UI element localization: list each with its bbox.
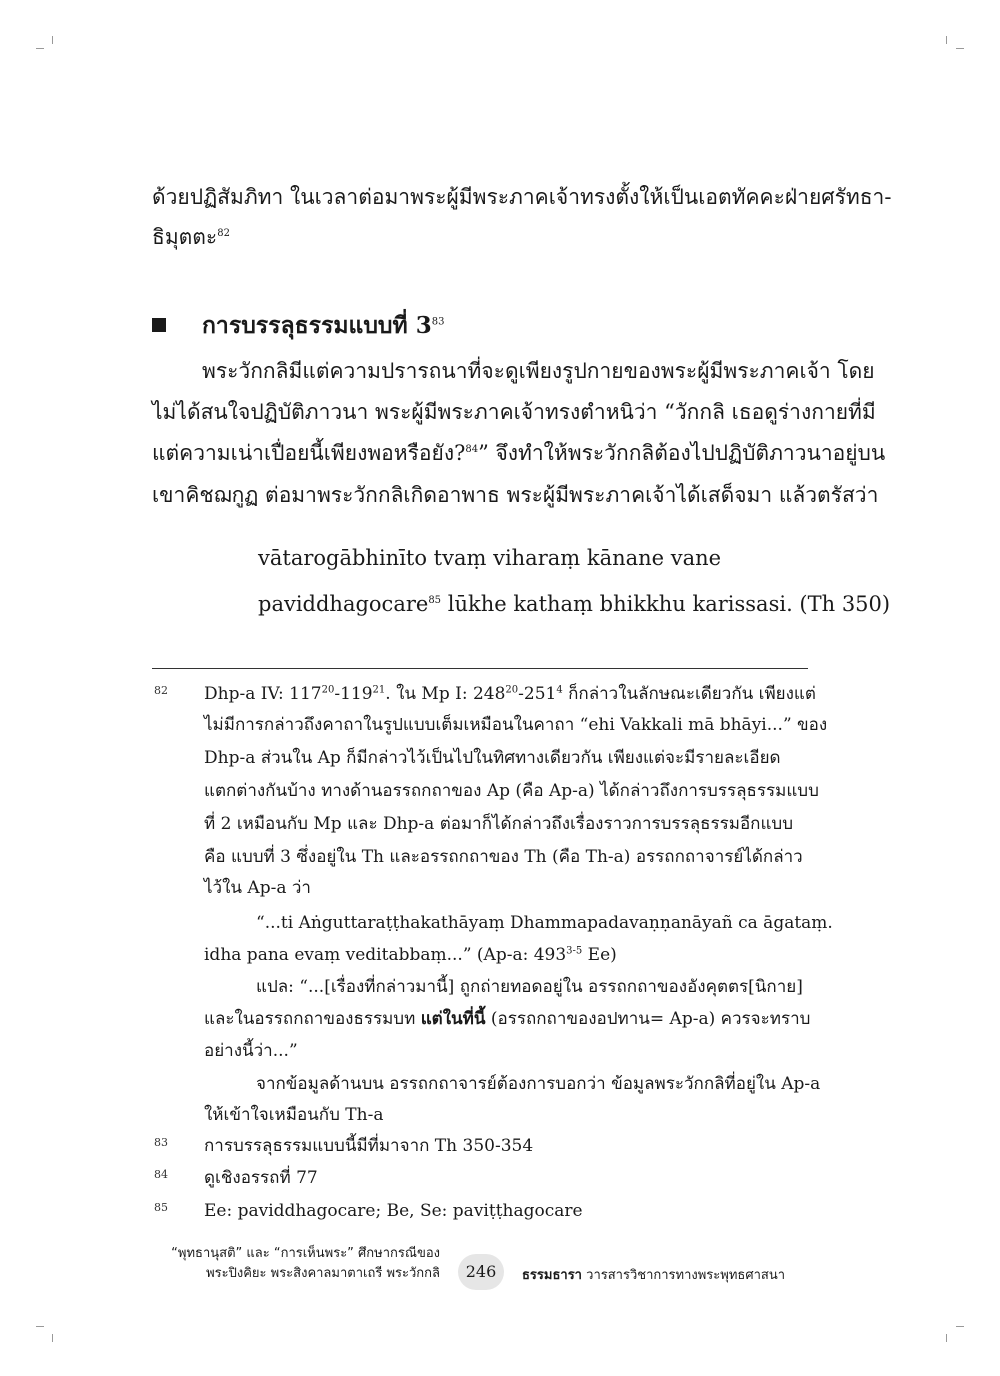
body-line (152, 222, 230, 252)
footnote-quote (204, 942, 617, 968)
footnote-number: 83 (154, 1136, 168, 1149)
footnote-line: จากข้อมูลด้านบน อรรถกถาจารย์ต้องการบอกว่า ข้อมูลพระวักกลิที่อยู่ใน Ap-a (256, 1074, 821, 1094)
footnote-line: ไม่มีการกล่าวถึงคาถาในรูปแบบเต็มเหมือนในคาถา “ehi Vakkali mā bhāyi...” ของ (204, 715, 828, 735)
footnote-number: 82 (154, 684, 168, 697)
running-title-line: พระปิงคิยะ พระสิงคาลมาตาเถรี พระวักกลิ (206, 1266, 440, 1281)
crop-mark (946, 36, 947, 44)
footnote-separator (152, 668, 808, 669)
footnote-number: 84 (154, 1168, 168, 1181)
body-line: เขาคิชฌกูฏ ต่อมาพระวักกลิเกิดอาพาธ พระผู้มีพระภาคเจ้าได้เสด็จมา แล้วตรัสว่า (152, 483, 879, 507)
fn-text: Dhp-a IV: 117 (204, 684, 322, 704)
footnote-line: ให้เข้าใจเหมือนกับ Th-a (204, 1105, 384, 1125)
footnote-line: Dhp-a ส่วนใน Ap ก็มีกล่าวไว้เป็นไปในทิศทางเดียวกัน เพียงแต่จะมีรายละเอียด (204, 748, 781, 768)
running-title (171, 1244, 440, 1284)
fn-text: -119 (334, 684, 373, 704)
body-line: ไม่ได้สนใจปฏิบัติภาวนา พระผู้มีพระภาคเจ้าทรงตำหนิว่า “วักกลิ เธอดูร่างกายที่มี (152, 400, 876, 424)
crop-mark (36, 1326, 44, 1327)
superscript: 3-5 (566, 945, 583, 957)
footnote-line: คือ แบบที่ 3 ซึ่งอยู่ใน Th และอรรถกถาของ Th (คือ Th-a) อรรถกถาจารย์ได้กล่าว (204, 847, 803, 867)
crop-mark (36, 48, 44, 49)
square-bullet-icon (152, 318, 166, 332)
footnote-quote: “...ti Aṅguttaraṭṭhakathāyaṃ Dhammapadavaṇṇanāyañ ca āgataṃ. (256, 913, 833, 933)
footnote-line: การบรรลุธรรมแบบนี้มีที่มาจาก Th 350-354 (204, 1136, 534, 1156)
page-number: 246 (458, 1254, 504, 1290)
fn-text: (อรรถกถาของอปทาน= Ap-a) ควรจะทราบ (485, 1009, 811, 1029)
fn-text: idha pana evaṃ veditabbaṃ...” (Ap-a: 493 (204, 945, 567, 965)
body-line: ด้วยปฏิสัมภิทา ในเวลาต่อมาพระผู้มีพระภาคเจ้าทรงตั้งให้เป็นเอตทัคคะฝ่ายศรัทธา- (152, 185, 892, 209)
footnote-line (204, 1006, 810, 1032)
crop-mark (52, 1334, 53, 1342)
body-line (152, 438, 885, 468)
crop-mark (52, 36, 53, 44)
body-text: ธิมุตตะ (152, 225, 218, 249)
body-text: แต่ความเน่าเปื่อยนี้เพียงพอหรือยัง? (152, 441, 466, 465)
fn-text: -251 (518, 684, 557, 704)
superscript: 4 (556, 684, 563, 696)
footnote-ref[interactable]: 84 (465, 444, 479, 455)
footnote-line: Ee: paviddhagocare; Be, Se: paviṭṭhagocare (204, 1201, 583, 1221)
journal-name: ธรรมธารา (522, 1268, 582, 1283)
heading-text: การบรรลุธรรมแบบที่ 3 (202, 312, 432, 339)
superscript: 20 (321, 684, 335, 696)
verse-line: vātarogābhinīto tvaṃ viharaṃ kānane vane (258, 546, 722, 570)
footnote-line: แปล: “...[เรื่องที่กล่าวมานี้] ถูกถ่ายทอดอยู่ใน อรรถกถาของอังคุตตร[นิกาย] (256, 977, 803, 997)
fn-text: และในอรรถกถาของธรรมบท (204, 1009, 421, 1029)
footnote-ref[interactable]: 82 (217, 228, 230, 239)
footnote-line: ที่ 2 เหมือนกับ Mp และ Dhp-a ต่อมาก็ได้กล่าวถึงเรื่องราวการบรรลุธรรมอีกแบบ (204, 814, 793, 834)
running-title-line: “พุทธานุสติ” และ “การเห็นพระ” ศึกษากรณีของ (171, 1246, 440, 1261)
verse-line (258, 589, 890, 619)
section-heading (152, 308, 444, 344)
footnote-line: แตกต่างกันบ้าง ทางด้านอรรถกถาของ Ap (คือ Ap-a) ได้กล่าวถึงการบรรลุธรรมแบบ (204, 781, 819, 801)
superscript: 20 (505, 684, 519, 696)
fn-text: Ee) (582, 945, 617, 965)
body-line: พระวักกลิมีแต่ความปรารถนาที่จะดูเพียงรูปกายของพระผู้มีพระภาคเจ้า โดย (202, 359, 875, 383)
footnote-line: อย่างนี้ว่า...” (204, 1041, 298, 1061)
footnote-line (204, 681, 816, 707)
footnote-number: 85 (154, 1201, 168, 1214)
journal-subtitle: วารสารวิชาการทางพระพุทธศาสนา (586, 1268, 786, 1283)
verse-text: lūkhe kathaṃ bhikkhu karissasi. (Th 350) (447, 592, 891, 616)
verse-text: paviddhagocare (258, 592, 429, 616)
fn-bold-text: แต่ในที่นี้ (420, 1009, 486, 1029)
footnote-line: ดูเชิงอรรถที่ 77 (204, 1168, 318, 1188)
footnote-ref[interactable]: 83 (431, 316, 445, 328)
footnote-line: ไว้ใน Ap-a ว่า (204, 878, 311, 898)
crop-mark (946, 1334, 947, 1342)
fn-text: ก็กล่าวในลักษณะเดียวกัน เพียงแต่ (562, 684, 816, 704)
body-text: ” จึงทำให้พระวักกลิต้องไปปฏิบัติภาวนาอยู่บน (478, 441, 886, 465)
fn-text: . ใน Mp I: 248 (385, 684, 506, 704)
journal-title (522, 1264, 785, 1285)
footnote-ref[interactable]: 85 (428, 595, 442, 606)
crop-mark (956, 48, 964, 49)
crop-mark (956, 1326, 964, 1327)
superscript: 21 (372, 684, 386, 696)
